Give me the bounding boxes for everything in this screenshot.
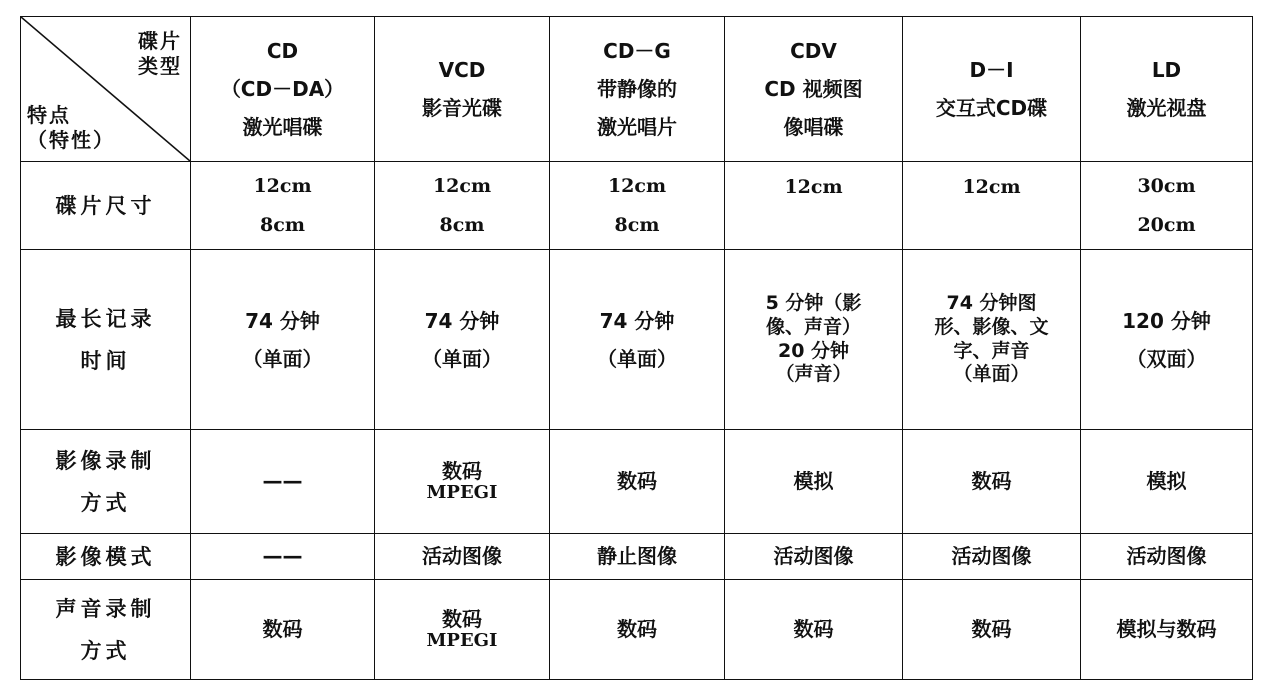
cell-line: 字、声音 [953,339,1030,362]
cell-line: （声音） [775,363,852,386]
table-cell [725,580,903,680]
cell-line: 30cm [1137,174,1196,197]
cell-line: （单面） [953,363,1030,386]
cell-line: 74 分钟 [599,308,675,333]
cell-line: 数码 [617,469,657,493]
table-cell [903,534,1081,580]
table-cell [1081,162,1253,250]
table-cell [375,162,550,250]
header-line: 影音光碟 [422,96,502,120]
table-cell [903,580,1081,680]
row-label [21,430,191,534]
cell-line: （单面） [242,346,323,371]
table-cell [375,534,550,580]
corner-cell [21,17,191,162]
column-header-cdv [725,17,903,162]
cell-line: 数码 [617,617,657,641]
header-line: 像唱碟 [783,115,844,139]
cell-line: 活动图像 [951,544,1032,568]
row-label-text: 影像模式 [55,544,156,569]
row-disc-size [21,162,1253,250]
header-line: 带静像的 [597,77,677,101]
cell-line: 8cm [614,213,660,236]
corner-bottom-label [27,103,115,153]
cell-line: 12cm [432,174,492,197]
table-cell [191,534,375,580]
table-cell [550,430,725,534]
cell-line: MPEGI [426,629,498,651]
cell-line: 活动图像 [1126,544,1207,568]
cell-line: （单面） [597,346,677,371]
header-line: 交互式CD碟 [935,96,1048,120]
table-cell [375,580,550,680]
cell-line: 20cm [1137,213,1196,236]
table-cell [903,430,1081,534]
cell-line: MPEGI [426,481,498,503]
cell-line: 120 分钟 [1122,308,1211,333]
table-cell [375,250,550,430]
header-line: 激光唱片 [597,115,677,139]
header-line: CDV [790,39,837,63]
cell-line: 数码 [442,606,482,631]
row-max-recording-time [21,250,1253,430]
header-line: CD [266,39,299,63]
table-cell [903,250,1081,430]
table-cell [725,534,903,580]
column-header-cdg [550,17,725,162]
header-line: CD 视频图 [764,77,863,101]
corner-top-line: 类型 [138,54,182,78]
table-cell [191,580,375,680]
header-line: 激光视盘 [1126,96,1207,120]
cell-line: 8cm [260,213,305,236]
cell-line: 模拟与数码 [1116,617,1217,641]
header-line: CD－G [603,39,671,63]
header-row [21,17,1253,162]
cell-line: 20 分钟 [777,339,850,362]
cell-line: 像、声音） [765,315,861,338]
cell-line: 74 分钟图 [946,292,1037,314]
cell-line: 数码 [442,458,482,483]
cell-line: 数码 [262,617,303,641]
cell-line: 74 分钟 [245,308,320,333]
corner-top-line: 碟片 [138,29,182,53]
row-label-text: 声音录制 [55,596,156,621]
cell-line: 数码 [971,617,1012,641]
table-cell [1081,580,1253,680]
cell-line: 12cm [784,176,843,198]
header-line: （CD－DA） [220,77,345,101]
cell-line: 数码 [971,469,1012,493]
row-label-text: 最长记录 [55,306,156,331]
row-label [21,580,191,680]
cell-line: （双面） [1126,346,1207,371]
row-label-text: 影像录制 [55,448,156,473]
cell-line: 模拟 [1146,469,1187,493]
table-cell [1081,534,1253,580]
row-label [21,250,191,430]
cell-line: 静止图像 [597,544,677,568]
column-header-di [903,17,1081,162]
table-cell [191,162,375,250]
corner-bottom-line: 特点 [27,103,71,127]
cell-line: 12cm [253,174,312,197]
row-label-text: 碟片尺寸 [55,193,156,218]
cell-line: 12cm [962,176,1021,198]
table-cell [375,430,550,534]
header-line: VCD [438,58,486,82]
cell-line: 活动图像 [773,544,854,568]
cell-line: （单面） [422,346,502,371]
table-cell [903,162,1081,250]
table-cell [191,250,375,430]
cell-line: 形、影像、文 [934,315,1049,338]
header-line: 激光唱碟 [242,115,323,139]
disc-comparison-table [20,16,1253,680]
table-cell [191,430,375,534]
table-cell [550,534,725,580]
row-audio-recording-method [21,580,1253,680]
cell-line: 活动图像 [422,544,502,568]
cell-line: —— [262,469,303,493]
cell-line: 5 分钟（影 [765,292,862,314]
table-cell [550,250,725,430]
cell-line: 8cm [439,213,485,236]
header-line: D－I [969,58,1014,82]
table-cell [1081,430,1253,534]
table-cell [550,162,725,250]
cell-line: 模拟 [793,469,834,493]
row-label-text: 时间 [80,348,131,373]
column-header-ld [1081,17,1253,162]
row-video-mode [21,534,1253,580]
header-line: LD [1151,58,1182,82]
cell-line: 74 分钟 [424,308,500,333]
cell-line: 12cm [607,174,667,197]
table-cell [725,430,903,534]
table-cell [1081,250,1253,430]
cell-line: —— [262,544,303,568]
cell-line: 数码 [793,617,834,641]
column-header-vcd [375,17,550,162]
row-label [21,162,191,250]
table-cell [725,162,903,250]
row-label-text: 方式 [80,638,131,663]
corner-top-label [138,29,182,79]
column-header-cd [191,17,375,162]
corner-bottom-line: （特性） [27,128,115,152]
row-label-text: 方式 [80,490,131,515]
table-cell [725,250,903,430]
row-label [21,534,191,580]
table-cell [550,580,725,680]
row-video-recording-method [21,430,1253,534]
